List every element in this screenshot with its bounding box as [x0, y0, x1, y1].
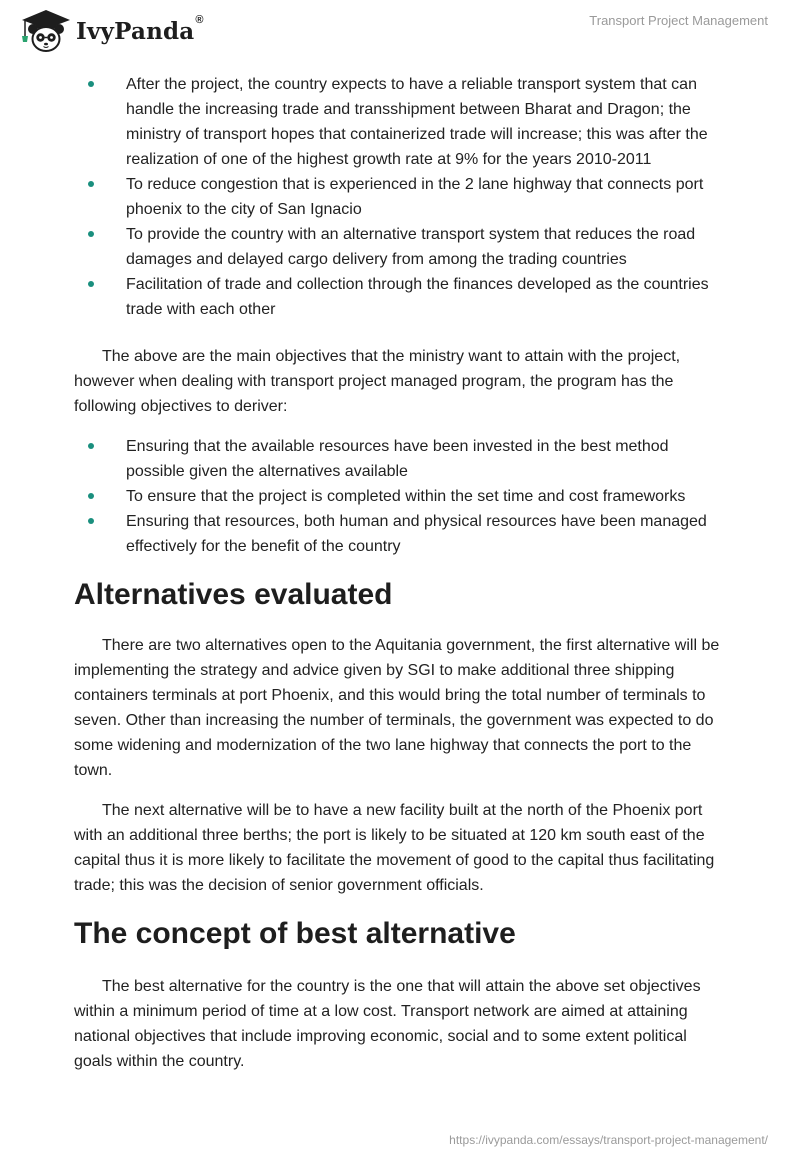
bullet-dot-icon — [88, 281, 94, 287]
bullet-dot-icon — [88, 181, 94, 187]
brand-name-text: IvyPanda — [76, 17, 195, 45]
brand-registered-mark: ® — [195, 13, 204, 26]
document-title: Transport Project Management — [589, 13, 768, 28]
section-heading: The concept of best alternative — [74, 917, 516, 950]
bullet-dot-icon — [88, 231, 94, 237]
ivypanda-logo[interactable] — [16, 8, 204, 54]
objectives-list — [74, 72, 726, 322]
bullet-dot-icon — [88, 493, 94, 499]
list-item — [74, 509, 726, 559]
paragraph: The next alternative will be to have a new facility built at the north of the Phoenix port with an additional three berths; the port is likely to be situated at 120 km south east of the capital thus it is more likely to facilitate the movement of good to the capital thus facilitating trade; this was the decision of senior government officials. — [74, 802, 715, 894]
list-item-text: To ensure that the project is completed within the set time and cost frameworks — [126, 488, 686, 505]
list-item-text: Ensuring that the available resources have been invested in the best method possible given the alternatives available — [126, 438, 669, 480]
program-objectives-list — [74, 434, 726, 559]
bullet-dot-icon — [88, 443, 94, 449]
panda-graduate-icon — [16, 8, 72, 54]
list-item — [74, 72, 726, 172]
list-item-text: Ensuring that resources, both human and physical resources have been managed effectively for the benefit of the country — [126, 513, 707, 555]
list-item-text: Facilitation of trade and collection through the finances developed as the countries trade with each other — [126, 276, 709, 318]
essay-content — [74, 72, 726, 1074]
source-url-link[interactable]: https://ivypanda.com/essays/transport-project-management/ — [449, 1133, 768, 1147]
list-item — [74, 434, 726, 484]
list-item — [74, 272, 726, 322]
page-header — [0, 0, 800, 64]
list-item — [74, 172, 726, 222]
list-item-text: After the project, the country expects to have a reliable transport system that can handle the increasing trade and transshipment between Bharat and Dragon; the ministry of transport hopes that containerized trade will increase; this was after the realization of one of the highest growth rate at 9% for the years 2010-2011 — [126, 76, 708, 168]
paragraph: There are two alternatives open to the Aquitania government, the first alternative will be implementing the strategy and advice given by SGI to make additional three shipping containers terminals at port Phoenix, and this would bring the total number of terminals to seven. Other than increasing the number of terminals, the government was expected to do some widening and modernization of the two lane highway that connects the port to the town. — [74, 637, 720, 779]
paragraph: The best alternative for the country is the one that will attain the above set objectives within a minimum period of time at a low cost. Transport network are aimed at attaining national objectives that include improving economic, social and to some extent political goals within the country. — [74, 978, 701, 1070]
list-item — [74, 484, 726, 509]
list-item-text: To reduce congestion that is experienced in the 2 lane highway that connects port phoenix to the city of San Ignacio — [126, 176, 704, 218]
list-item-text: To provide the country with an alternative transport system that reduces the road damages and delayed cargo delivery from among the trading countries — [126, 226, 696, 268]
brand-name — [76, 13, 204, 45]
section-heading: Alternatives evaluated — [74, 578, 393, 611]
list-item — [74, 222, 726, 272]
bullet-dot-icon — [88, 81, 94, 87]
paragraph: The above are the main objectives that the ministry want to attain with the project, however when dealing with transport project managed program, the program has the following objectives to deriver: — [74, 348, 681, 415]
bullet-dot-icon — [88, 518, 94, 524]
